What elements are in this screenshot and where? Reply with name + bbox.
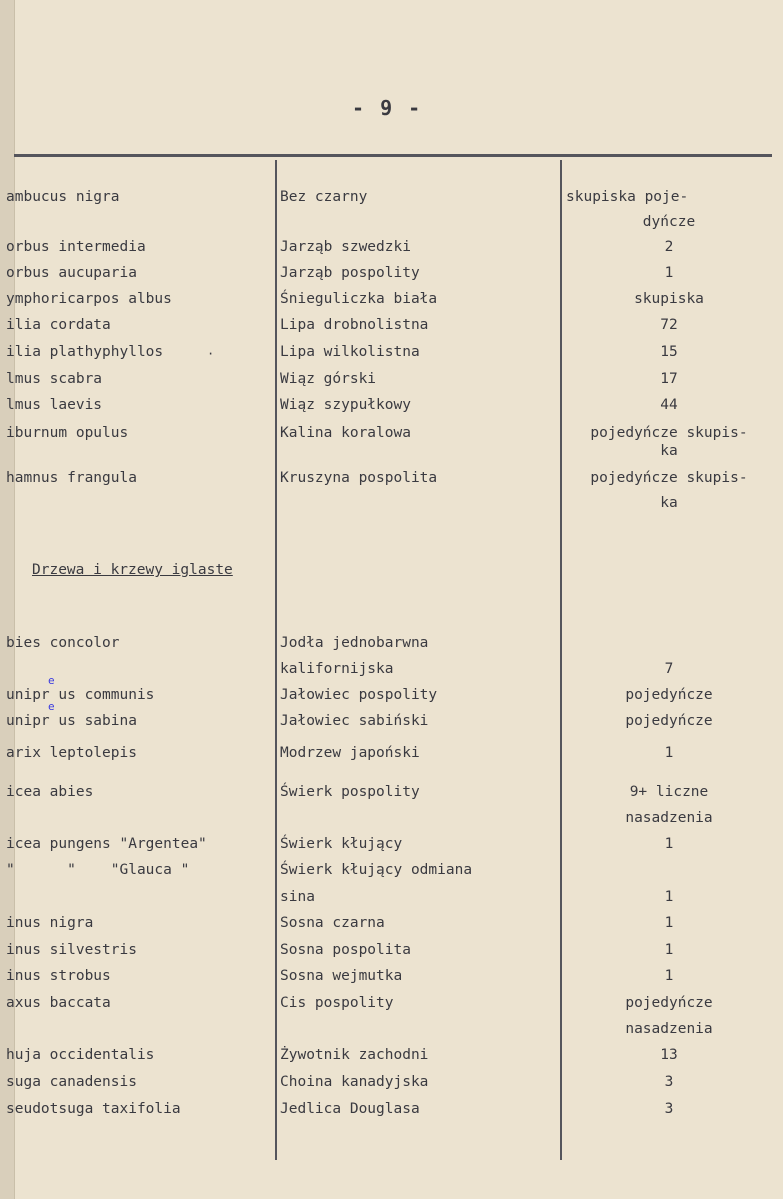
polish-name: Jałowiec sabiński	[280, 713, 429, 729]
annotation-mark: e	[48, 674, 55, 687]
quantity: 1	[664, 942, 674, 958]
quantity: 2	[664, 239, 674, 255]
quantity: 9+ liczne	[629, 784, 709, 800]
polish-name-continued: kalifornijska	[280, 661, 394, 677]
polish-name: Świerk kłujący	[280, 836, 403, 852]
quantity: pojedyńcze skupis-	[590, 470, 748, 486]
latin-name: huja occidentalis	[6, 1047, 155, 1063]
polish-name: Żywotnik zachodni	[280, 1047, 429, 1063]
quantity: pojedyńcze	[625, 713, 713, 729]
column-divider-2	[560, 160, 562, 1160]
table-top-rule	[14, 154, 772, 157]
polish-name-continued: sina	[280, 889, 315, 905]
latin-name: inus nigra	[6, 915, 94, 931]
quantity: 1	[664, 265, 674, 281]
polish-name: Jarząb szwedzki	[280, 239, 411, 255]
quantity: 72	[660, 317, 678, 333]
polish-name: Wiąz szypułkowy	[280, 397, 411, 413]
latin-name: ymphoricarpos albus	[6, 291, 172, 307]
page-binding-edge	[0, 0, 15, 1199]
quantity: 3	[664, 1101, 674, 1117]
polish-name: Jarząb pospolity	[280, 265, 420, 281]
latin-name: inus strobus	[6, 968, 111, 984]
quantity: skupiska poje-	[566, 189, 689, 205]
polish-name: Świerk pospolity	[280, 784, 420, 800]
column-divider-1	[275, 160, 277, 1160]
quantity: 1	[664, 745, 674, 761]
polish-name: Kalina koralowa	[280, 425, 411, 441]
quantity: 1	[664, 915, 674, 931]
quantity: 15	[660, 344, 678, 360]
polish-name: Sosna pospolita	[280, 942, 411, 958]
latin-name: seudotsuga taxifolia	[6, 1101, 181, 1117]
polish-name: Wiąz górski	[280, 371, 377, 387]
quantity: 1	[664, 836, 674, 852]
latin-name: inus silvestris	[6, 942, 137, 958]
latin-name: lmus laevis	[6, 397, 103, 413]
quantity-continued: nasadzenia	[625, 810, 713, 826]
polish-name: Modrzew japoński	[280, 745, 420, 761]
latin-name: lmus scabra	[6, 371, 103, 387]
latin-name: arix leptolepis	[6, 745, 137, 761]
latin-name: icea abies	[6, 784, 94, 800]
polish-name: Bez czarny	[280, 189, 368, 205]
polish-name: Świerk kłujący odmiana	[280, 862, 473, 878]
latin-name: suga canadensis	[6, 1074, 137, 1090]
latin-name: bies concolor	[6, 635, 120, 651]
latin-name: ilia plathyphyllos	[6, 344, 164, 360]
section-heading: Drzewa i krzewy iglaste	[32, 562, 233, 578]
quantity: pojedyńcze	[625, 995, 713, 1011]
quantity: 1	[664, 889, 674, 905]
quantity: 7	[664, 661, 674, 677]
polish-name: Lipa drobnolistna	[280, 317, 429, 333]
polish-name: Choina kanadyjska	[280, 1074, 429, 1090]
quantity: 44	[660, 397, 678, 413]
quantity: 17	[660, 371, 678, 387]
polish-name: Lipa wilkolistna	[280, 344, 420, 360]
quantity: 13	[660, 1047, 678, 1063]
polish-name: Sosna czarna	[280, 915, 385, 931]
stray-mark: ·	[207, 347, 215, 361]
polish-name: Sosna wejmutka	[280, 968, 403, 984]
quantity-continued: ka	[660, 495, 678, 511]
latin-name: axus baccata	[6, 995, 111, 1011]
latin-name: unipr us sabina	[6, 713, 137, 729]
latin-name: orbus intermedia	[6, 239, 146, 255]
latin-name: ambucus nigra	[6, 189, 120, 205]
latin-name: ilia cordata	[6, 317, 111, 333]
latin-name: unipr us communis	[6, 687, 155, 703]
quantity-continued: ka	[660, 443, 678, 459]
polish-name: Cis pospolity	[280, 995, 394, 1011]
quantity: pojedyńcze	[625, 687, 713, 703]
polish-name: Jedlica Douglasa	[280, 1101, 420, 1117]
polish-name: Kruszyna pospolita	[280, 470, 438, 486]
quantity: 1	[664, 968, 674, 984]
latin-name: icea pungens "Argentea"	[6, 836, 207, 852]
latin-name: orbus aucuparia	[6, 265, 137, 281]
quantity: 3	[664, 1074, 674, 1090]
polish-name: Jodła jednobarwna	[280, 635, 429, 651]
polish-name: Jałowiec pospolity	[280, 687, 438, 703]
annotation-mark: e	[48, 700, 55, 713]
quantity: skupiska	[634, 291, 704, 307]
latin-name: hamnus frangula	[6, 470, 137, 486]
quantity-continued: dyńcze	[642, 214, 696, 230]
quantity-continued: nasadzenia	[625, 1021, 713, 1037]
quantity: pojedyńcze skupis-	[590, 425, 748, 441]
polish-name: Śnieguliczka biała	[280, 291, 438, 307]
latin-name: iburnum opulus	[6, 425, 129, 441]
latin-name: " " "Glauca "	[6, 862, 190, 878]
page-number: - 9 -	[352, 96, 423, 120]
